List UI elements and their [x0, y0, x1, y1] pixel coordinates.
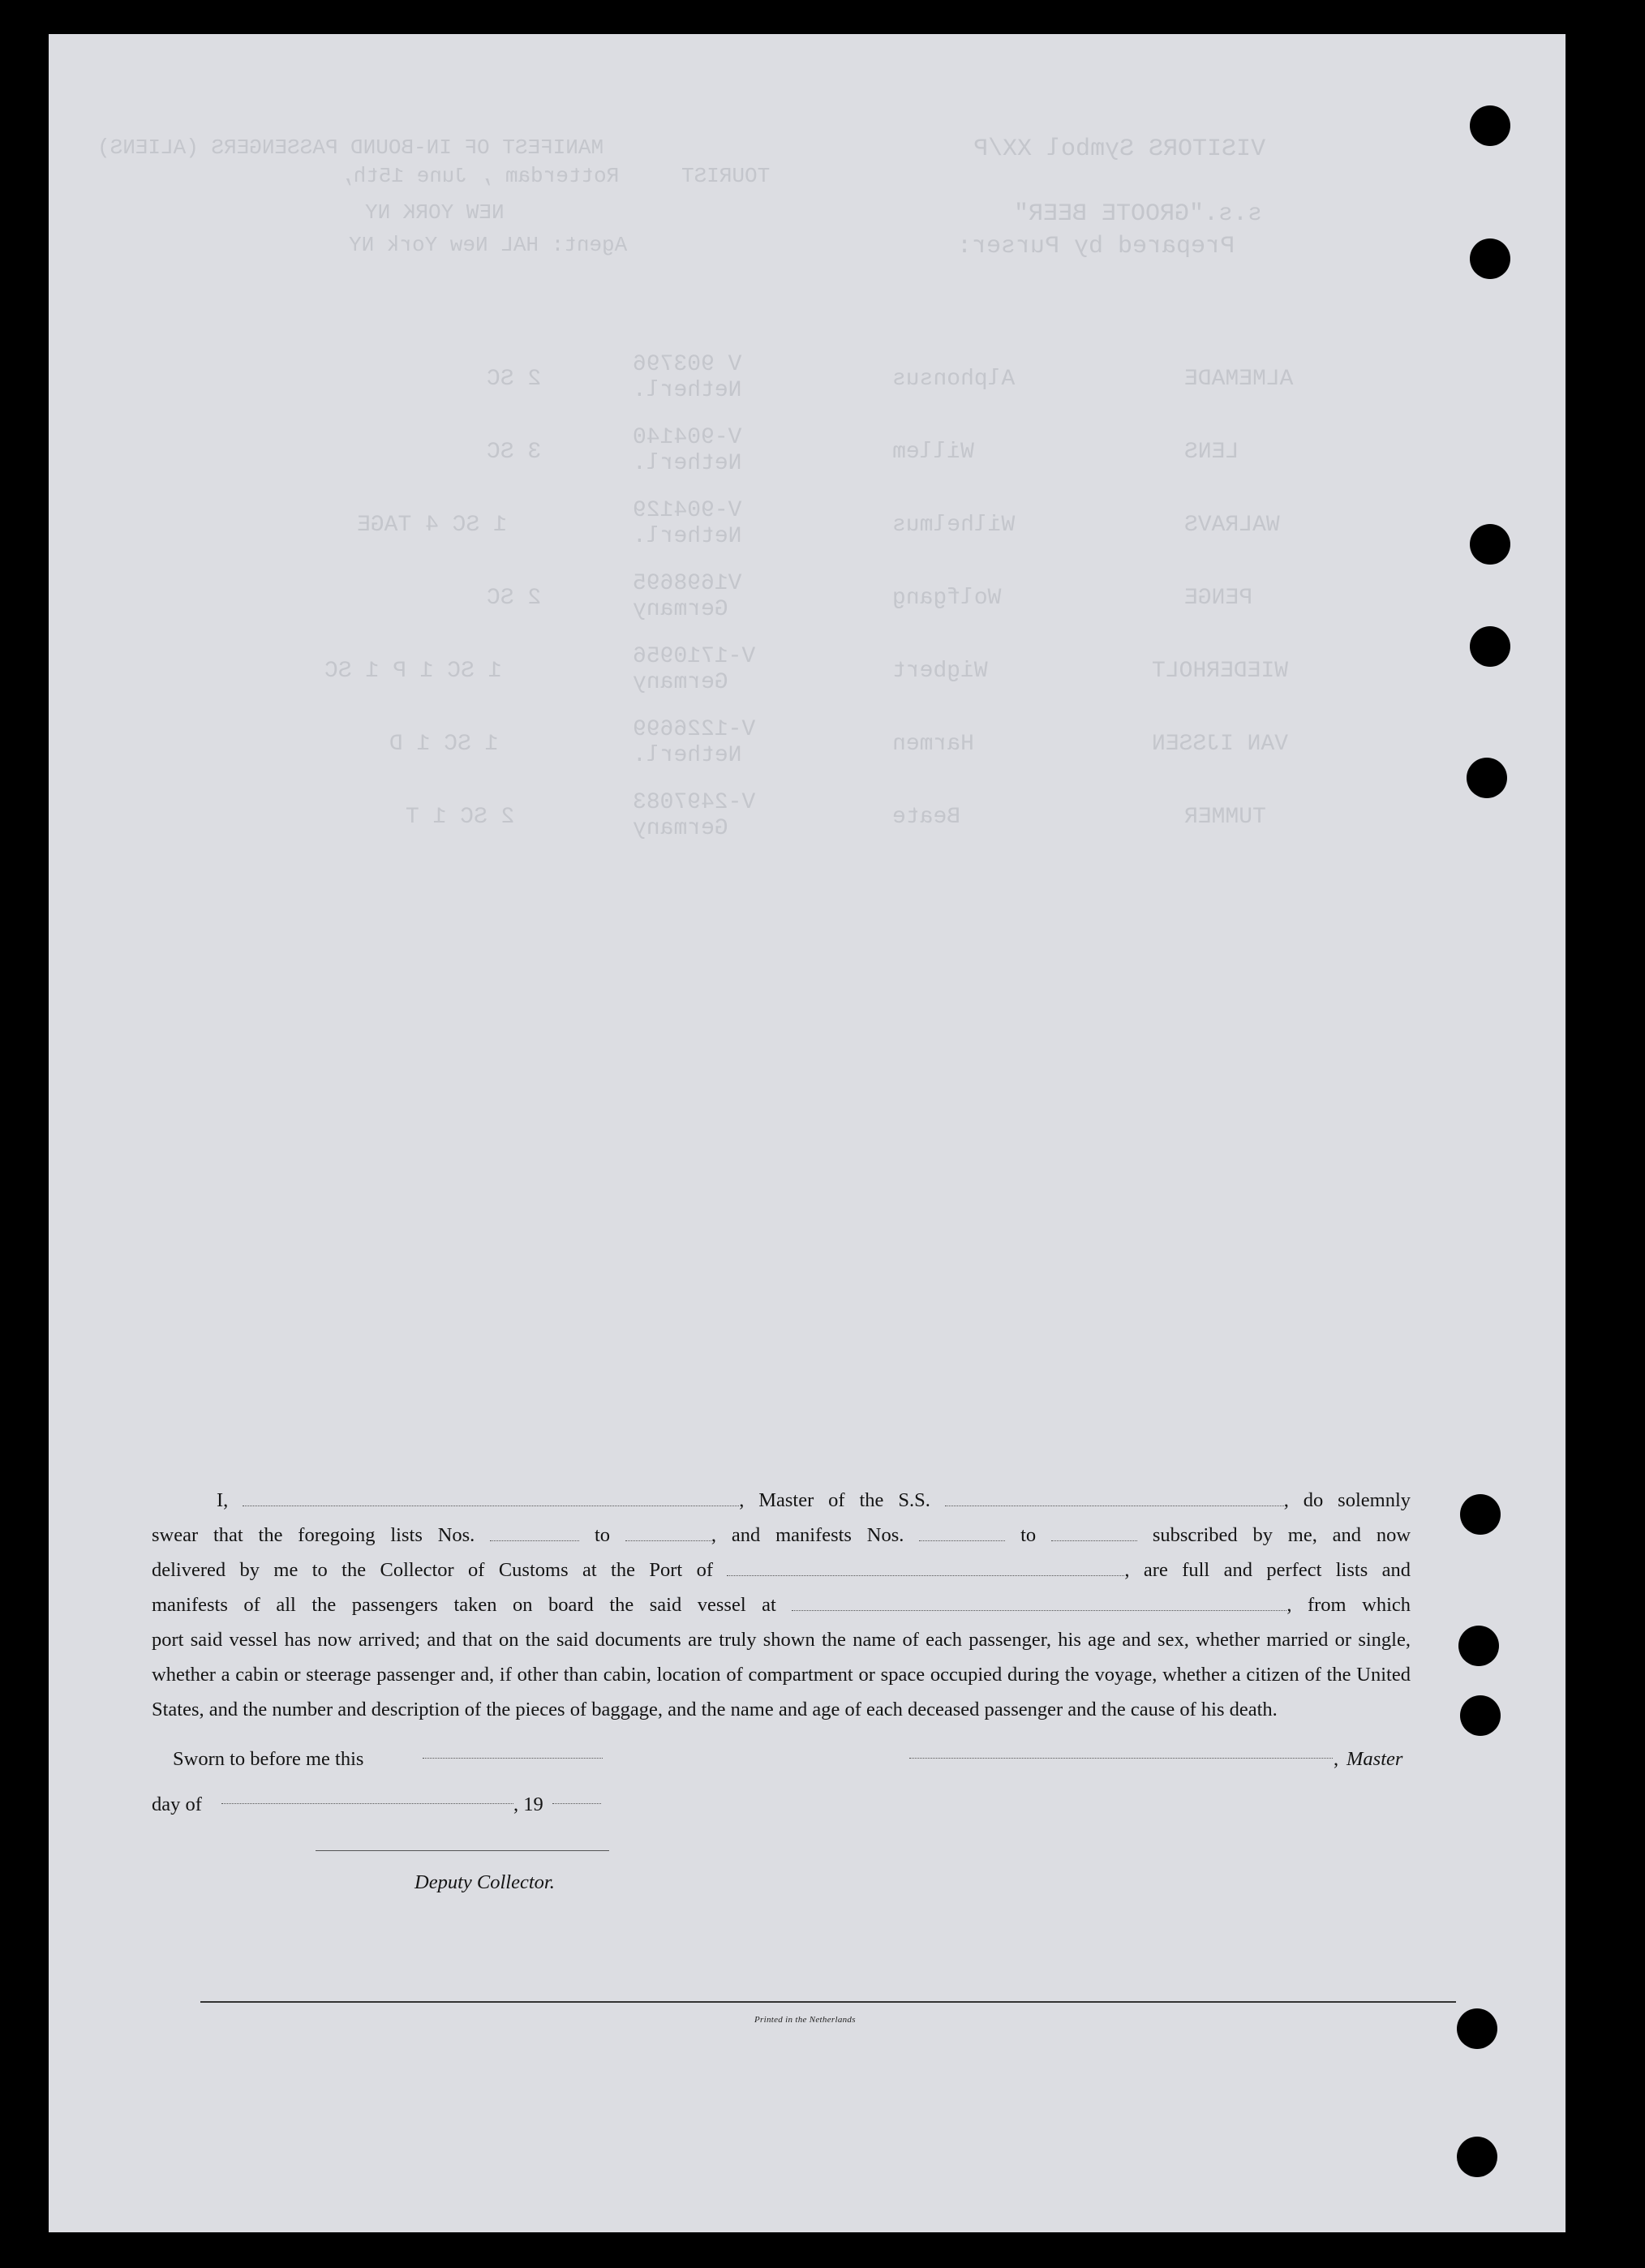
month-field[interactable] — [221, 1789, 513, 1804]
year-prefix-text: , 19 — [513, 1793, 543, 1815]
bleed-extra: 1 SC 1 P 1 SC — [324, 659, 502, 684]
master-oath-form — [152, 1483, 1411, 1905]
bleed-row — [49, 644, 1566, 715]
sworn-text: Sworn to before me this — [173, 1748, 364, 1770]
year-field[interactable] — [552, 1789, 601, 1804]
bleed-surname: ALMEMADE — [1184, 367, 1294, 392]
manifests-to-field[interactable] — [1051, 1526, 1137, 1541]
bleed-given: Beate — [892, 805, 961, 830]
bleed-country: Germany — [633, 597, 728, 622]
bleed-given: Willem — [892, 440, 974, 465]
bleed-country: Netherl. — [633, 451, 742, 476]
oath-text: , do solemnly — [1283, 1489, 1411, 1511]
bleed-text: MANIFEST OF IN-BOUND PASSENGERS (ALIENS) — [97, 135, 604, 160]
bleed-text: TOURIST — [681, 164, 771, 188]
oath-text: to — [1020, 1524, 1037, 1546]
bleed-row — [49, 498, 1566, 569]
bleed-country: Germany — [633, 670, 728, 695]
deputy-signature-field[interactable] — [316, 1836, 609, 1851]
ship-name-field[interactable] — [945, 1491, 1284, 1506]
bleed-text: NEW YORK NY — [365, 200, 505, 225]
manifests-from-field[interactable] — [919, 1526, 1005, 1541]
punch-hole — [1467, 758, 1507, 798]
bleed-doc: V1698695 — [633, 571, 742, 596]
punch-hole — [1470, 105, 1510, 146]
bleed-extra: 2 SC — [487, 586, 542, 611]
bleed-doc: V-904129 — [633, 498, 742, 523]
bleed-extra: 1 SC 1 D — [389, 732, 499, 757]
bleed-given: Wolfgang — [892, 586, 1002, 611]
bleed-extra: 1 SC 4 TAGE — [357, 513, 507, 538]
bleed-country: Netherl. — [633, 378, 742, 403]
oath-line-4 — [152, 1587, 1411, 1622]
bleed-text: VISITORS Symbol XX/P — [973, 135, 1266, 163]
bleed-given: Wigbert — [892, 659, 988, 684]
bleed-doc: V-1710956 — [633, 644, 756, 669]
bleed-extra: 2 SC — [487, 367, 542, 392]
bleed-surname: LENS — [1184, 440, 1239, 465]
lists-to-field[interactable] — [625, 1526, 711, 1541]
bleed-extra: 3 SC — [487, 440, 542, 465]
bleed-text: s.s."GROOTE BEER" — [1014, 200, 1263, 228]
bleed-text: Agent: HAL New York NY — [349, 233, 628, 257]
bleed-surname: WIEDERHOLT — [1152, 659, 1289, 684]
deputy-collector-label: Deputy Collector. — [414, 1871, 555, 1893]
oath-paragraph: port said vessel has now arrived; and that on the said documents are truly shown the name of each passenger, his age and sex, whether married or single, whether a cabin or steerage passenger and, if other than cabin, location of compartment or space occupied during the voyage, whether a citizen of the United States, and the number and description of the pieces of baggage, and the name and age of each deceased passenger and the cause of his death. — [152, 1629, 1411, 1720]
oath-line-2 — [152, 1518, 1411, 1553]
day-of-line — [152, 1782, 1411, 1832]
lists-from-field[interactable] — [490, 1526, 579, 1541]
bleed-surname: PENGE — [1184, 586, 1253, 611]
oath-line-1 — [152, 1483, 1411, 1518]
deputy-block — [152, 1832, 1411, 1905]
master-label: Master — [1346, 1748, 1403, 1770]
punch-hole — [1458, 1626, 1499, 1666]
day-of-text: day of — [152, 1793, 202, 1815]
punch-hole — [1460, 1494, 1501, 1535]
punch-hole — [1457, 2008, 1497, 2049]
punch-hole — [1470, 626, 1510, 667]
oath-text: manifests of all the passengers taken on board the said vessel at — [152, 1594, 776, 1616]
bleed-doc: V-1226699 — [633, 717, 756, 742]
bleed-given: Alphonsus — [892, 367, 1016, 392]
bleed-country: Germany — [633, 816, 728, 841]
bleed-row — [49, 790, 1566, 861]
bleed-surname: TUMMER — [1184, 805, 1266, 830]
bleed-doc: V-2497083 — [633, 790, 756, 815]
master-name-field[interactable] — [243, 1491, 739, 1506]
bleed-surname: WALRAVS — [1184, 513, 1280, 538]
sworn-date-field[interactable] — [423, 1743, 603, 1759]
bleed-given: Harmen — [892, 732, 974, 757]
sworn-line: Sworn to before me this , Master — [152, 1732, 1411, 1782]
bleed-row — [49, 352, 1566, 423]
footer-rule — [200, 2001, 1456, 2003]
bleed-doc: V-904140 — [633, 425, 742, 450]
bleed-row — [49, 425, 1566, 496]
punch-hole — [1460, 1695, 1501, 1736]
departure-port-field[interactable] — [792, 1596, 1286, 1611]
oath-text: , Master of the S.S. — [739, 1489, 930, 1511]
oath-text: swear that the foregoing lists Nos. — [152, 1524, 475, 1546]
oath-text: , and manifests Nos. — [711, 1524, 904, 1546]
bleed-country: Netherl. — [633, 743, 742, 768]
punch-hole — [1470, 524, 1510, 565]
oath-text: delivered by me to the Collector of Customs at the Port of — [152, 1559, 714, 1581]
bleed-text: Prepared by Purser: — [957, 233, 1235, 260]
oath-text: to — [595, 1524, 611, 1546]
bleed-text: Rotterdam , June 15th, — [341, 164, 620, 188]
bleed-row — [49, 571, 1566, 642]
punch-hole — [1457, 2137, 1497, 2177]
bleed-country: Netherl. — [633, 524, 742, 549]
oath-text: , from which — [1286, 1594, 1411, 1616]
printer-imprint: Printed in the Netherlands — [754, 2015, 856, 2025]
master-signature-field[interactable] — [909, 1743, 1333, 1759]
bleed-row — [49, 717, 1566, 788]
oath-text: I, — [217, 1489, 229, 1511]
oath-line-3 — [152, 1553, 1411, 1587]
bleed-given: Wilhelmus — [892, 513, 1016, 538]
oath-text: subscribed by me, and now — [1152, 1524, 1411, 1546]
punch-hole — [1470, 238, 1510, 279]
bleed-extra: 2 SC 1 T — [406, 805, 515, 830]
port-field[interactable] — [727, 1561, 1124, 1576]
bleed-surname: VAN IJSSEN — [1152, 732, 1289, 757]
bleed-doc: V 903796 — [633, 352, 742, 377]
oath-text: , are full and perfect lists and — [1124, 1559, 1411, 1581]
